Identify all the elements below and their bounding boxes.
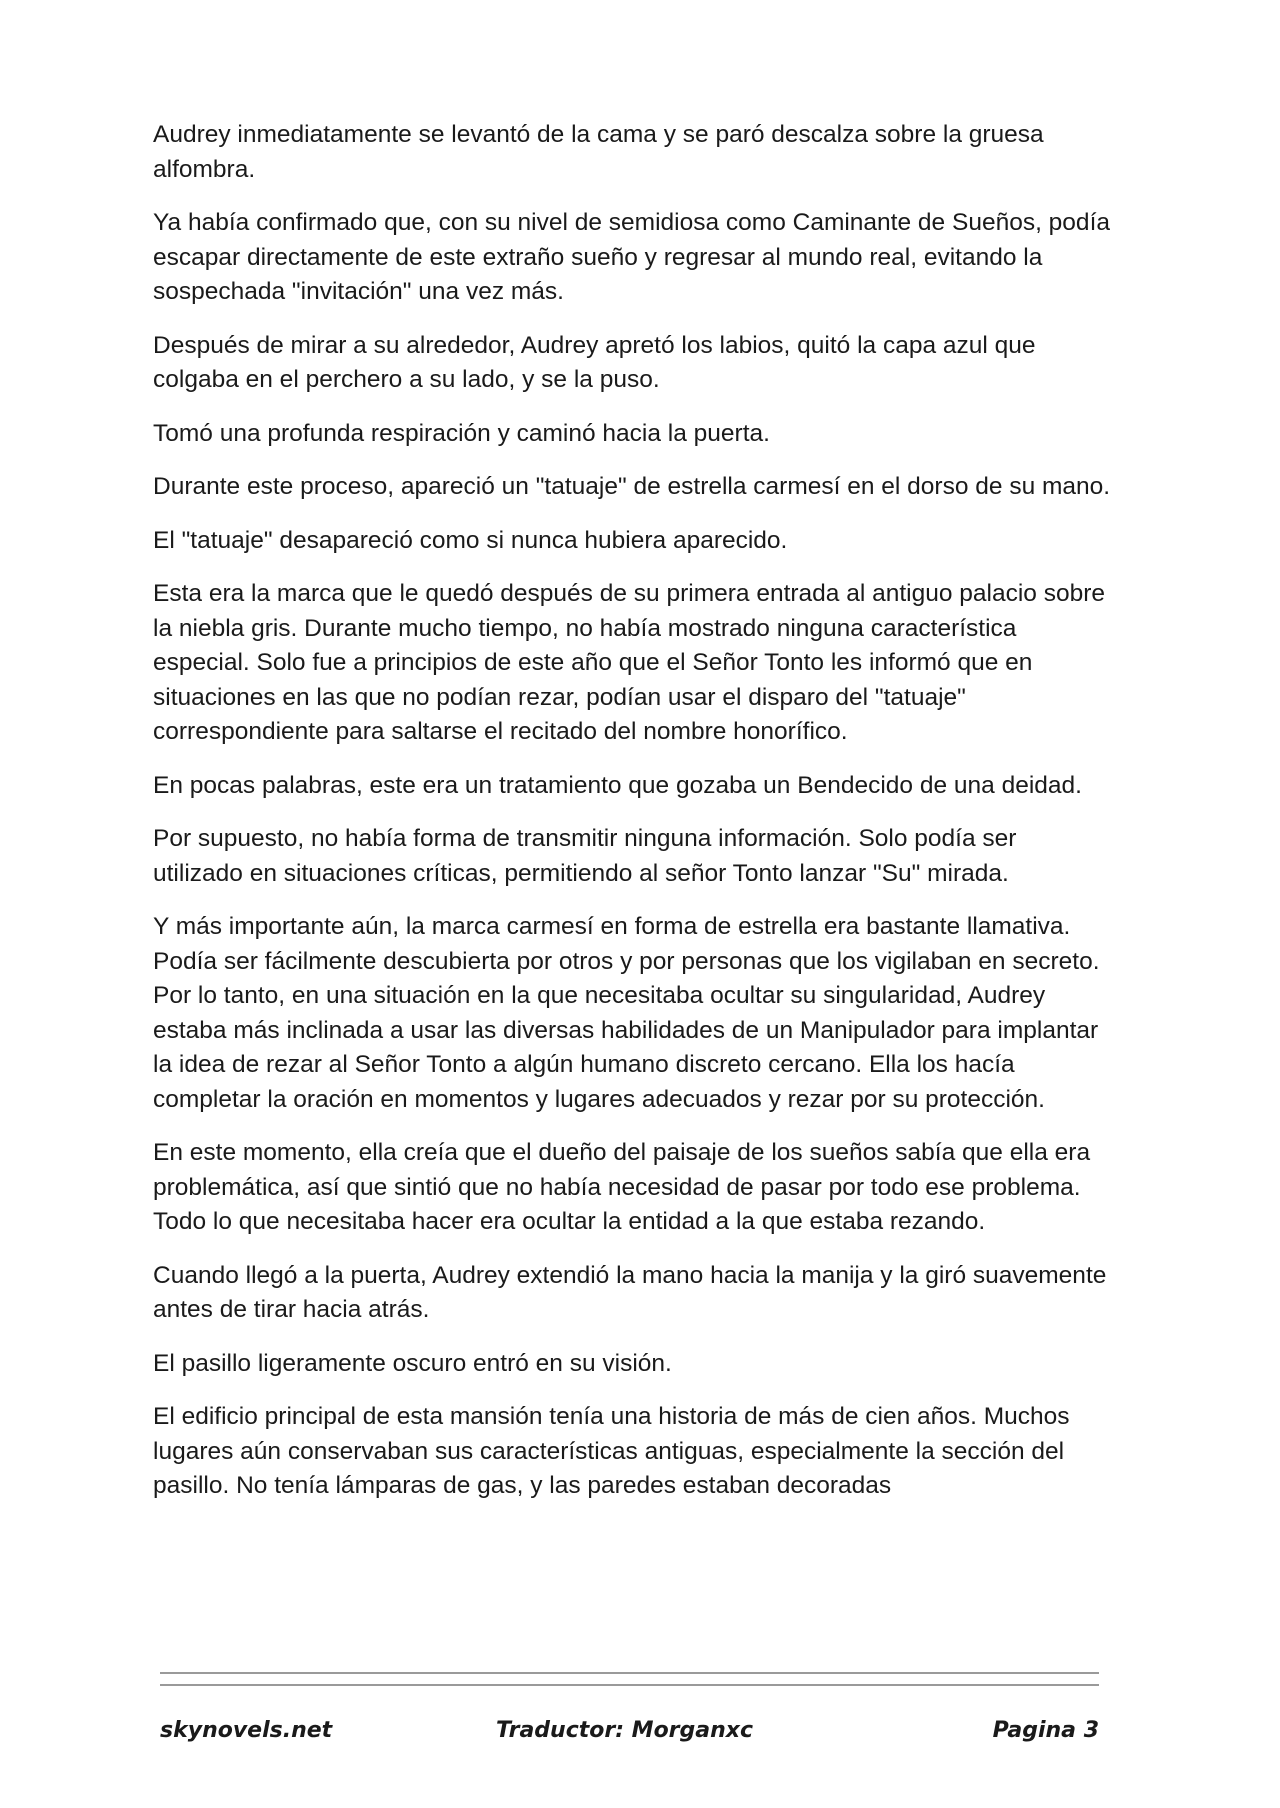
paragraph: En este momento, ella creía que el dueño del paisaje de los sueños sabía que ella era problemática, así que sintió que no había necesidad de pasar por todo ese problema. Todo lo que necesitaba hacer era ocultar la entidad a la que estaba rezando. bbox=[153, 1139, 1091, 1235]
paragraph: El edificio principal de esta mansión tenía una historia de más de cien años. Muchos lugares aún conservaban sus características antiguas, especialmente la sección del pasillo. No tenía lámparas de gas, y las paredes estaban decoradas bbox=[153, 1403, 1070, 1499]
paragraph: Después de mirar a su alrededor, Audrey apretó los labios, quitó la capa azul que colgaba en el perchero a su lado, y se la puso. bbox=[153, 331, 1036, 393]
page-footer bbox=[160, 1712, 1099, 1752]
paragraph: En pocas palabras, este era un tratamiento que gozaba un Bendecido de una deidad. bbox=[153, 771, 1082, 799]
paragraph: Por supuesto, no había forma de transmitir ninguna información. Solo podía ser utilizado en situaciones críticas, permitiendo al señor Tonto lanzar "Su" mirada. bbox=[153, 825, 1017, 887]
paragraph: Durante este proceso, apareció un "tatuaje" de estrella carmesí en el dorso de su mano. bbox=[153, 473, 1111, 500]
paragraph: Ya había confirmado que, con su nivel de semidiosa como Caminante de Sueños, podía escapar directamente de este extraño sueño y regresar al mundo real, evitando la sospechada "invitación" una vez más. bbox=[153, 209, 1110, 305]
footer-site: skynovels.net bbox=[160, 1718, 333, 1743]
paragraph: El pasillo ligeramente oscuro entró en su visión. bbox=[153, 1349, 672, 1377]
paragraph: Audrey inmediatamente se levantó de la cama y se paró descalza sobre la gruesa alfombra. bbox=[153, 121, 1044, 183]
paragraph: Y más importante aún, la marca carmesí en forma de estrella era bastante llamativa. Podía ser fácilmente descubierta por otros y por personas que los vigilaban en secreto. Por lo tanto, en una situación en la que necesitaba ocultar su singularidad, Audrey estaba más inclinada a usar las diversas habilidades de un Manipulador para implantar la idea de rezar al Señor Tonto a algún humano discreto cercano. Ella los hacía completar la oración en momentos y lugares adecuados y rezar por su protección. bbox=[153, 913, 1100, 1113]
paragraph: El "tatuaje" desapareció como si nunca hubiera aparecido. bbox=[153, 526, 788, 554]
footer-page-number: Pagina 3 bbox=[992, 1718, 1099, 1743]
footer-divider-top bbox=[160, 1672, 1099, 1674]
page-body bbox=[153, 118, 1113, 1523]
paragraph: Esta era la marca que le quedó después de su primera entrada al antiguo palacio sobre la niebla gris. Durante mucho tiempo, no había mostrado ninguna característica especial. Solo fue a principios de este año que el Señor Tonto les informó que en situaciones en las que no podían rezar, podían usar el disparo del "tatuaje" correspondiente para saltarse el recitado del nombre honorífico. bbox=[153, 580, 1106, 745]
paragraph: Cuando llegó a la puerta, Audrey extendió la mano hacia la manija y la giró suavemente antes de tirar hacia atrás. bbox=[153, 1261, 1107, 1323]
paragraph: Tomó una profunda respiración y caminó hacia la puerta. bbox=[153, 419, 770, 447]
footer-divider-bottom bbox=[160, 1684, 1099, 1686]
footer-translator: Traductor: Morganxc bbox=[496, 1718, 754, 1743]
